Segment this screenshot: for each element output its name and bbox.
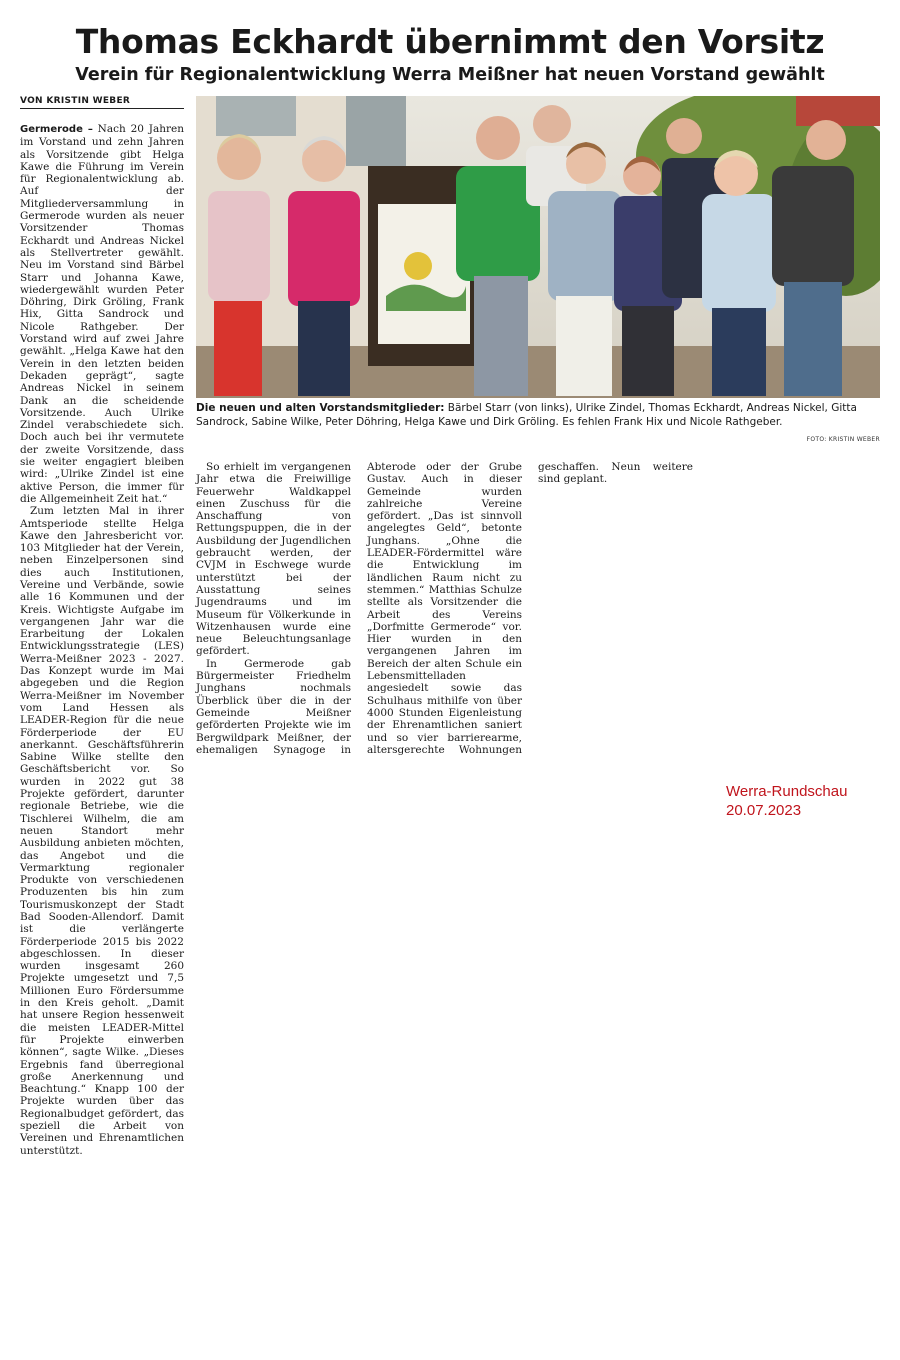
group-photo [196, 96, 880, 398]
dateline: Germerode – [20, 124, 93, 135]
group-photo-illustration [196, 96, 880, 398]
article-paragraph: In Germerode gab Bürgermeister Friedhelm Junghans nochmals Überblick über die in der Gemeinde Meißner geförderten Projekte wie im Bergwildpark Meißner, der ehemaligen Synagoge in Abterode oder der Grube Gustav. Auch in dieser Gemeinde wurden zahlreiche Vereine gefördert. „Das ist sinnvoll angelegtes Geld“, betonte Junghans. „Ohne die LEADER-Fördermittel wäre die Entwicklung im ländlichen Raum nicht zu stemmen.“ Matthias Schulze stellte als Vorsitzender die Arbeit des Vereins „Dorfmitte Germerode“ vor. Hier wurden in den vergangenen Jahren im Bereich der alten Schule ein Lebensmittelladen angesiedelt sowie das Schulhaus mithilfe von über 4000 Stunden Eigenleistung der Ehrenamtlichen saniert und so vier barrierearme, altersgerechte Wohnungen geschaffen. Neun weitere sind geplant. [196, 461, 693, 756]
headline: Thomas Eckhardt übernimmt den Vorsitz [75, 22, 825, 61]
photo-credit: FOTO: KRISTIN WEBER [806, 436, 880, 443]
article-paragraph: Zum letzten Mal in ihrer Amtsperiode stellte Helga Kawe den Jahresbericht vor. 103 Mitglieder hat der Verein, neben Einzelpersonen sind dies auch Institutionen, Vereine und Verbände, sowie alle 16 Kommunen und der Kreis. Wichtigste Aufgabe im vergangenen Jahr war die Erarbeitung der Lokalen Entwicklungsstrategie (LES) Werra-Meißner 2023 - 2027. Das Konzept wurde im Mai abgegeben und die Region Werra-Meißner im November vom Land Hessen als LEADER-Region für die neue Förderperiode der EU anerkannt. Geschäftsführerin Sabine Wilke stellte den Geschäftsbericht vor. So wurden in 2022 gut 38 Projekte gefördert, darunter regionale Betriebe, wie die Tischlerei Wilhelm, die am neuen Standort mehr Ausbildung anbieten möchten, das Angebot und die Vermarktung regionaler Produkte von verschiedenen Produzenten bis hin zum Tourismuskonzept der Stadt Bad Sooden-Allendorf. Damit ist die verlängerte Förderperiode 2015 bis 2022 abgeschlossen. In dieser wurden insgesamt 260 Projekte umgesetzt und 7,5 Millionen Euro Fördersumme in den Kreis geholt. „Damit hat unsere Region hessenweit die meisten LEADER-Mittel für Projekte einwerben können“, sagte Wilke. „Dieses Ergebnis fand überregional große Anerkennung und Beachtung.“ Knapp 100 der Projekte wurden über das Regionalbudget gefördert, das speziell die Arbeit von Vereinen und Ehrenamtlichen unterstützt. [20, 505, 184, 1157]
article-text: Nach 20 Jahren im Vorstand und zehn Jahren als Vorsitzende gibt Helga Kawe die Führung im Verein für Regionalentwicklung ab. Auf der Mitgliederversammlung in Germerode wurden als neuer Vorsitzender Thomas Eckhardt und Andreas Nickel als Stellvertreter gewählt. Neu im Vorstand sind Bärbel Starr und Johanna Kawe, wiedergewählt wurden Peter Döhring, Dirk Gröling, Frank Hix, Gitta Sandrock und Nicole Rathgeber. Der Vorstand wird auf zwei Jahre gewählt. „Helga Kawe hat den Verein in den letzten beiden Dekaden geprägt“, sagte Andreas Nickel in seinem Dank an die scheidende Vorsitzende. Auch Ulrike Zindel verabschiedete sich. Doch auch bei ihr vermutete der zweite Vorsitzende, dass sie weiter engagiert bleiben wird: „Ulrike Zindel ist eine aktive Person, die immer für die Allgemeinheit Zeit hat.“ [20, 123, 184, 505]
article-paragraph: So erhielt im vergangenen Jahr etwa die Freiwillige Feuerwehr Waldkappel einen Zuschuss für die Anschaffung von Rettungspuppen, die in der Ausbildung der Jugendlichen gebraucht werden, der CVJM in Eschwege wurde unterstützt bei der Ausstattung seines Jugendraums und im Museum für Völkerkunde in Witzenhausen wurde eine neue Beleuchtungsanlage gefördert. [196, 461, 351, 658]
article-paragraph [20, 123, 184, 505]
subheadline: Verein für Regionalentwicklung Werra Meißner hat neuen Vorstand gewählt [75, 65, 825, 85]
byline: VON KRISTIN WEBER [20, 96, 184, 109]
source-publication: Werra-Rundschau [726, 783, 848, 800]
article-column-1 [20, 123, 184, 1157]
source-date: 20.07.2023 [726, 802, 802, 819]
caption-lead: Die neuen und alten Vorstandsmitglieder: [196, 402, 445, 414]
photo-caption [196, 402, 880, 429]
source-note [726, 782, 847, 820]
caption-text: Bärbel Starr (von links), Ulrike Zindel, Thomas Eckhardt, Andreas Nickel, Gitta Sandrock, Sabine Wilke, Peter Döhring, Helga Kawe und Dirk Gröling. Es fehlen Frank Hix und Nicole Rathgeber. [196, 402, 857, 428]
article-column-2 [196, 461, 864, 761]
